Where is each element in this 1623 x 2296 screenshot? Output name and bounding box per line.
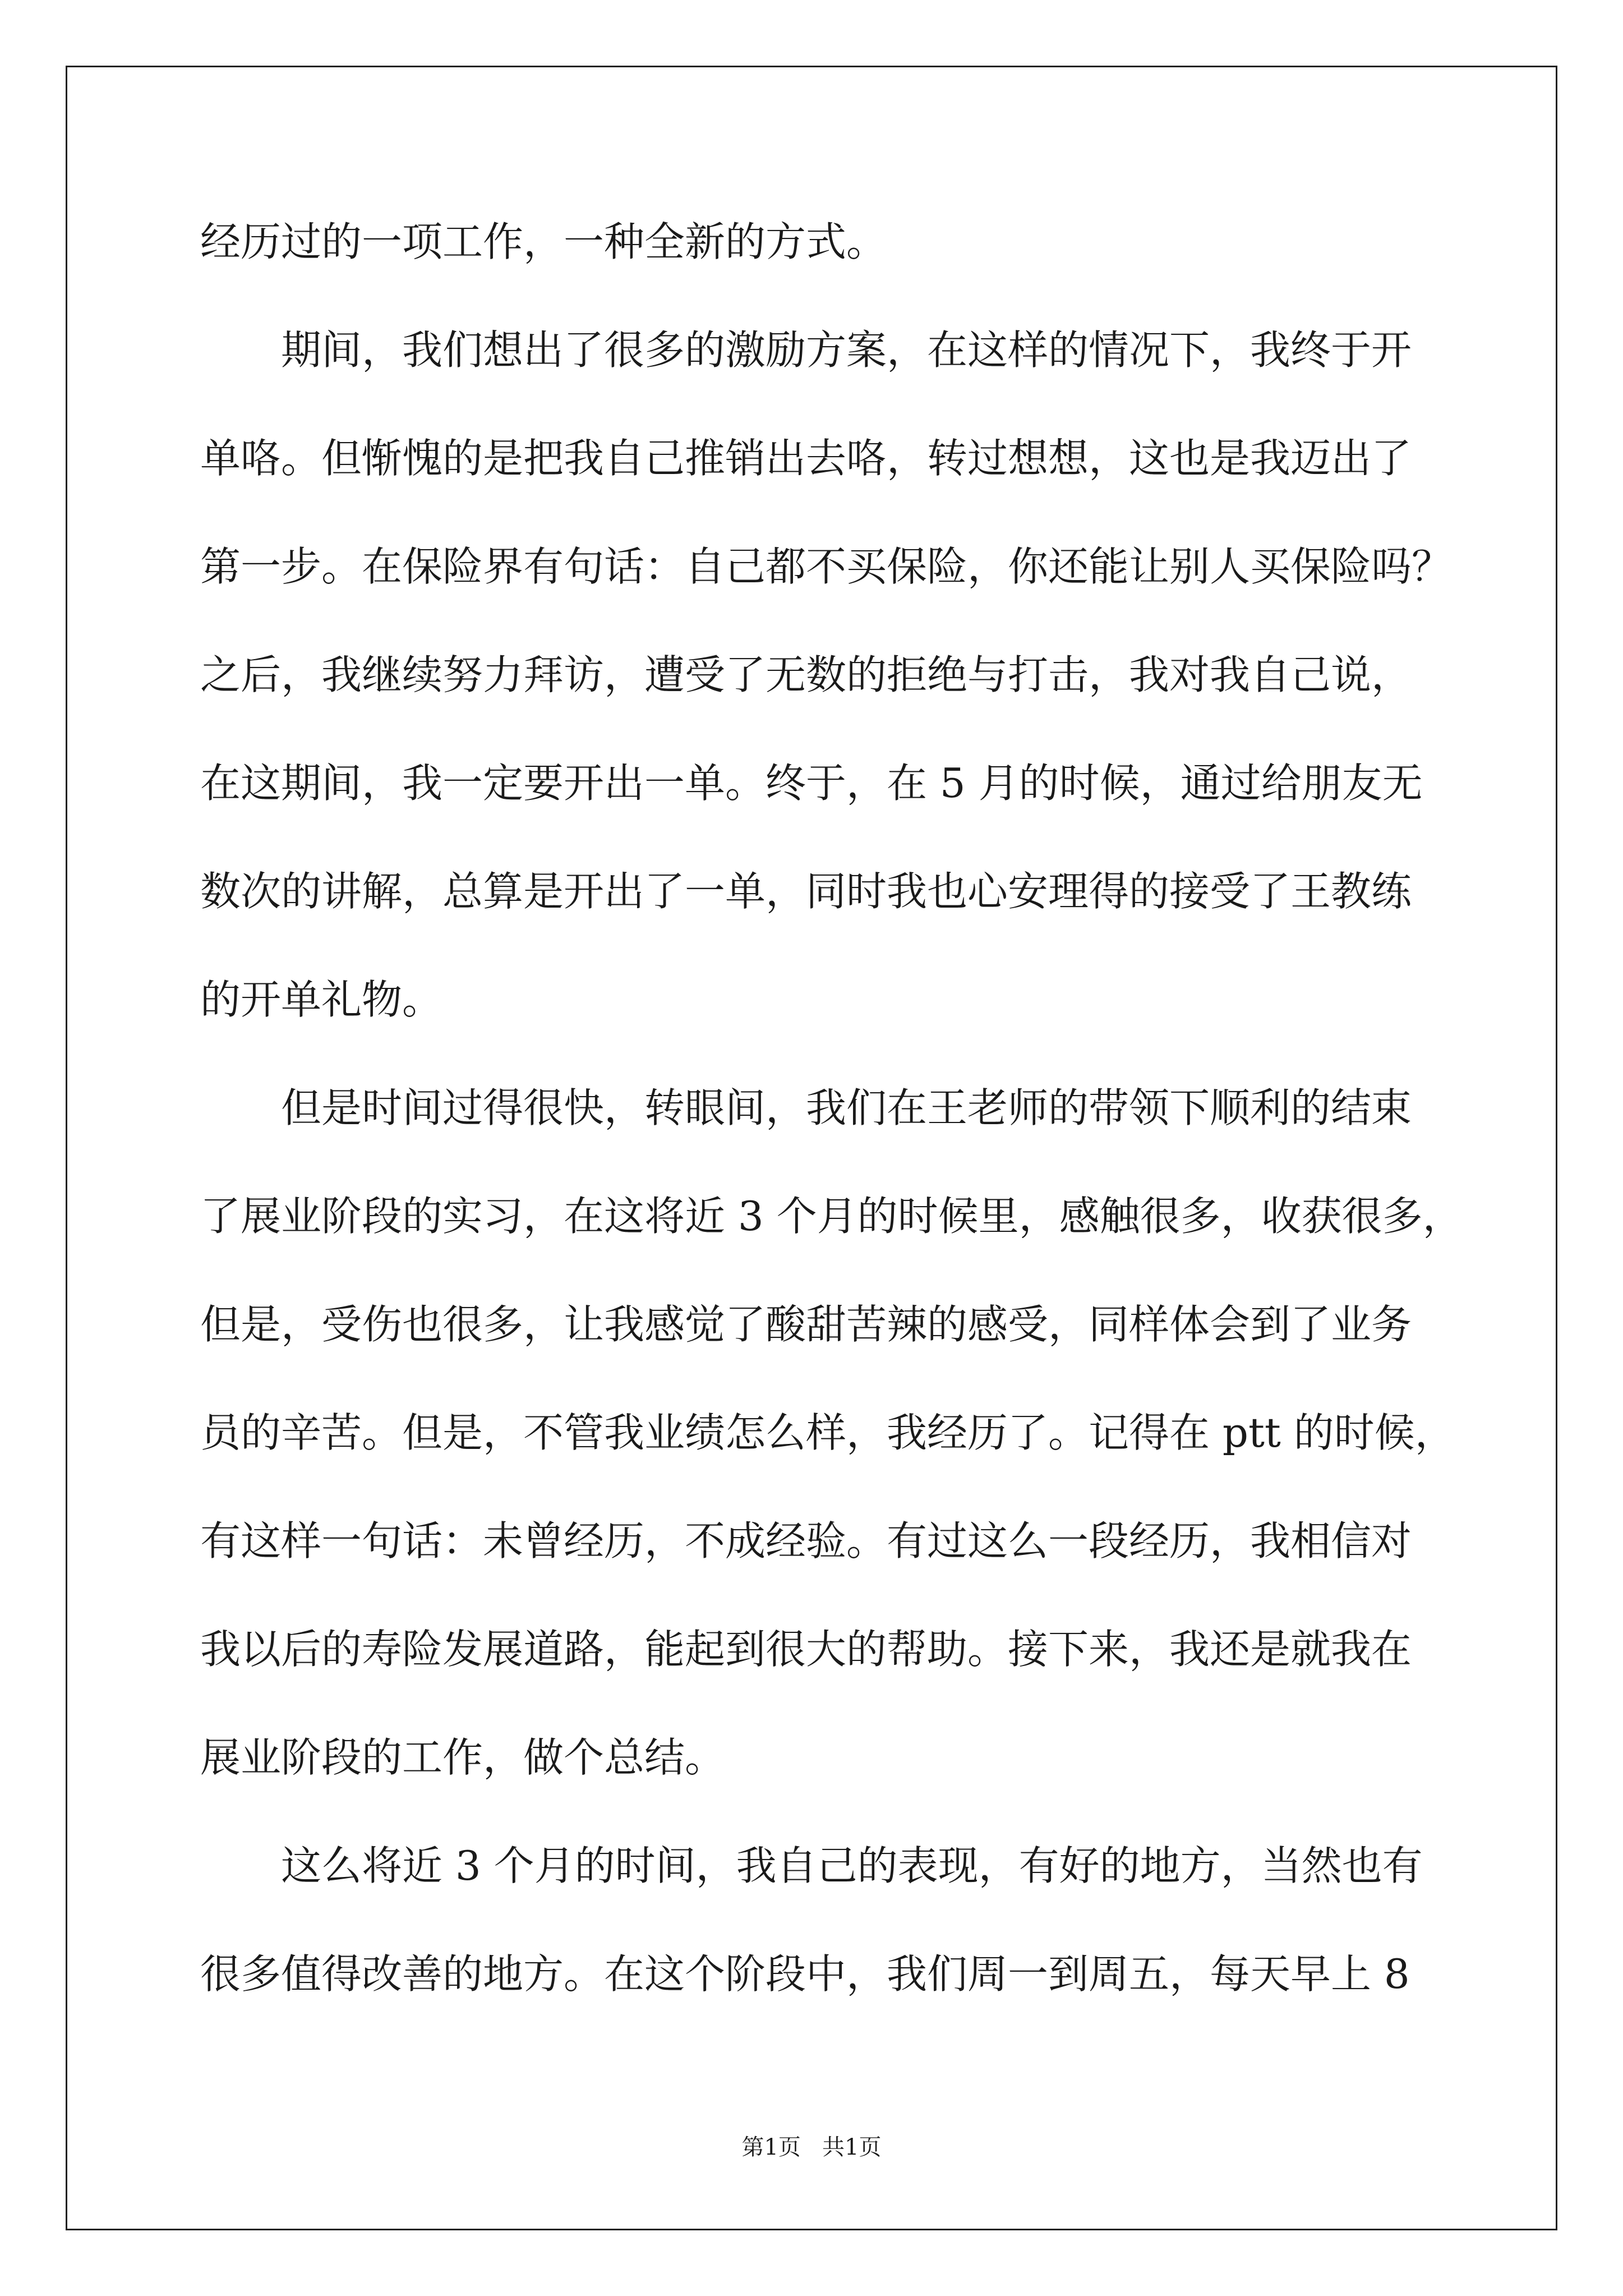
text-line: 展业阶段的工作，做个总结。 [200,1734,726,1781]
text-line: 了展业阶段的实习，在这将近 3 个月的时候里，感触很多，收获很多， [200,1193,1463,1240]
text-line: 员的辛苦。但是，不管我业绩怎么样，我经历了。记得在 ptt 的时候， [200,1409,1455,1456]
page-border [66,66,1557,2230]
text-line: 我以后的寿险发展道路，能起到很大的帮助。接下来，我还是就我在 [200,1626,1412,1673]
paragraph-start-line: 期间，我们想出了很多的激励方案，在这样的情况下，我终于开 [281,326,1412,374]
text-line: 有这样一句话：未曾经历，不成经验。有过这么一段经历，我相信对 [200,1517,1412,1565]
text-line: 单咯。但惭愧的是把我自己推销出去咯，转过想想，这也是我迈出了 [200,435,1412,482]
text-line: 在这期间，我一定要开出一单。终于，在 5 月的时候，通过给朋友无 [200,760,1423,807]
page-footer: 第1页 共1页 [741,2134,882,2160]
text-line: 的开单礼物。 [200,976,443,1023]
paragraph-start-line: 这么将近 3 个月的时间，我自己的表现，有好的地方，当然也有 [281,1842,1423,1889]
text-line: 但是，受伤也很多，让我感觉了酸甜苦辣的感受，同样体会到了业务 [200,1301,1412,1348]
paragraph-start-line: 但是时间过得很快，转眼间，我们在王老师的带领下顺利的结束 [281,1084,1412,1131]
text-line: 数次的讲解，总算是开出了一单，同时我也心安理得的接受了王教练 [200,868,1412,915]
text-line: 之后，我继续努力拜访，遭受了无数的拒绝与打击，我对我自己说， [200,651,1412,698]
text-line: 经历过的一项工作，一种全新的方式。 [200,218,887,265]
text-line: 第一步。在保险界有句话：自己都不买保险，你还能让别人买保险吗？ [200,543,1453,590]
text-line: 很多值得改善的地方。在这个阶段中，我们周一到周五，每天早上 8 [200,1950,1410,1998]
